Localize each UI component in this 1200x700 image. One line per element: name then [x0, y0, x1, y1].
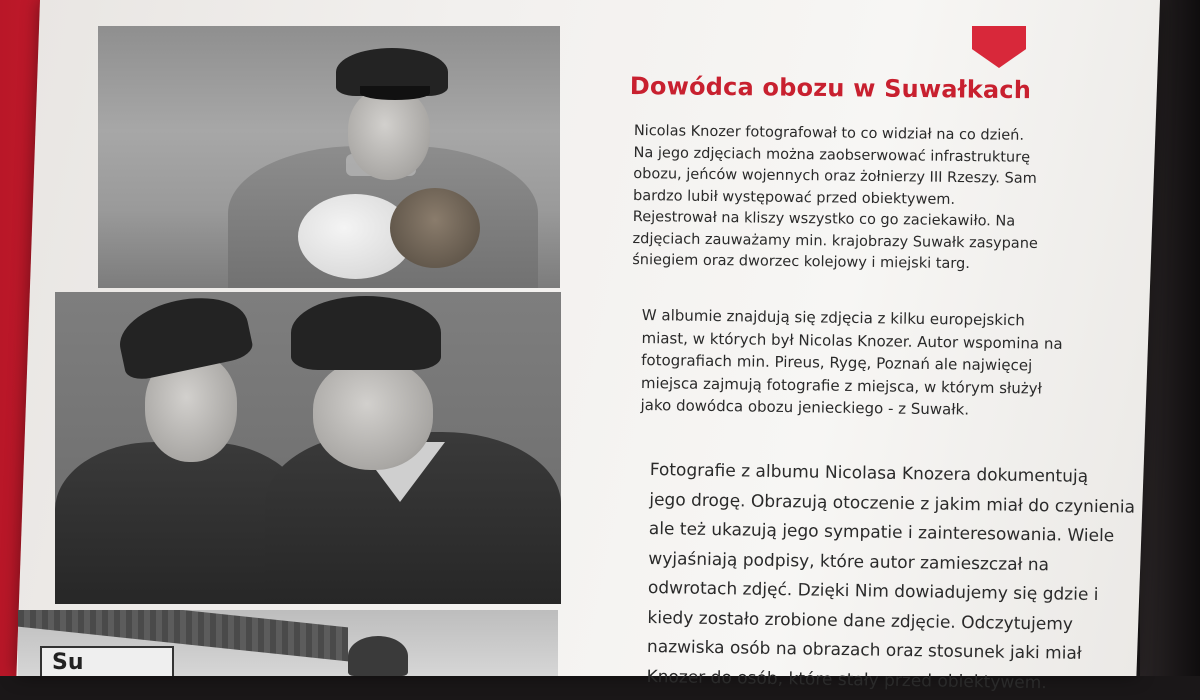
right-officer-face — [313, 360, 433, 470]
paragraph-2 — [640, 304, 1063, 422]
paragraph-line: Na jego zdjęciach można zaobserwować infrastrukturę — [633, 144, 1031, 166]
paragraph-line: W albumie znajdują się zdjęcia z kilku europejskich — [641, 305, 1025, 330]
tree — [348, 636, 408, 676]
paragraph-line: miejsca zajmują fotografie z miejsca, w którym służył — [640, 373, 1042, 398]
left-officer-cap — [113, 292, 255, 383]
cap-visor — [360, 86, 430, 100]
paragraph-line: jako dowódca obozu jenieckiego - z Suwałk. — [640, 395, 970, 419]
paragraph-line: odwrotach zdjęć. Dzięki Nim dowiadujemy się gdzie i — [647, 577, 1099, 606]
paragraph-line: kiedy zostało zrobione dane zdjęcie. Odczytujemy — [647, 607, 1074, 635]
paragraph-line: miast, w których był Nicolas Knozer. Autor wspomina na — [641, 328, 1063, 353]
paragraph-line: bardzo lubił występować przed obiektywem. — [632, 187, 956, 208]
paragraph-line: nazwiska osób na obrazach oraz stosunek jaki miał — [646, 636, 1082, 664]
brown-hare — [390, 188, 480, 268]
paragraph-line: Fotografie z albumu Nicolasa Knozera dokumentują — [649, 459, 1089, 487]
officer-face — [348, 88, 430, 180]
paragraph-line: Knozer do osób, które stały przed obiektywem. — [646, 666, 1047, 693]
paragraph-line: Rejestrował na kliszy wszystko co go zaciekawiło. Na — [632, 208, 1016, 230]
photo-two-officers — [55, 292, 561, 604]
paragraph-line: zdjęciach zauważamy min. krajobrazy Suwałk zasypane — [632, 230, 1038, 252]
paragraph-line: ale też ukazują jego sympatie i zainteresowania. Wiele — [648, 518, 1115, 547]
photo-officer-with-rabbits — [98, 26, 560, 288]
paragraph-line: wyjaśniają podpisy, które autor zamieszczał na — [648, 548, 1050, 575]
paragraph-1 — [632, 121, 1039, 276]
paragraph-3 — [646, 456, 1135, 700]
paragraph-line: obozu, jeńców wojennych oraz żołnierzy III Rzeszy. Sam — [633, 165, 1037, 187]
right-officer-cap — [291, 296, 441, 370]
photo-building-sign — [18, 610, 558, 676]
station-sign: Su — [40, 646, 174, 676]
paragraph-line: fotografiach min. Pireus, Rygę, Poznań ale najwięcej — [641, 350, 1033, 375]
page-heading: Dowódca obozu w Suwałkach — [629, 72, 1032, 105]
paragraph-line: Nicolas Knozer fotografował to co widział na co dzień. — [633, 122, 1025, 144]
paragraph-line: jego drogę. Obrazują otoczenie z jakim miał do czynienia — [649, 489, 1136, 518]
paragraph-line: śniegiem oraz dworzec kolejowy i miejski targ. — [632, 251, 970, 273]
